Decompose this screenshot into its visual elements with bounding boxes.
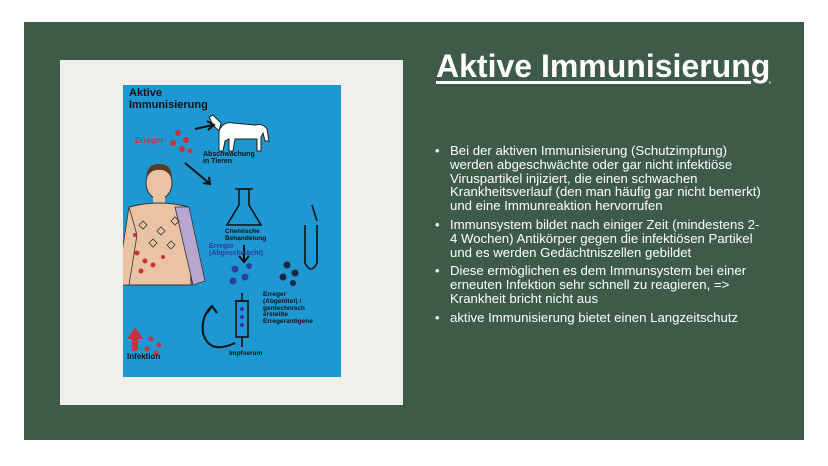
label-abgetoetet	[263, 292, 313, 326]
syringe-particles	[240, 307, 244, 327]
label-chemische-line-2: Behandelung	[225, 234, 267, 242]
syringe-icon	[235, 293, 249, 347]
red-particles	[170, 130, 193, 154]
bullet-item: • Immunsystem bildet nach einiger Zeit (mindestens 2-4 Wochen) Antikörper gegen die infektiösen Partikel und es werden Gedächtniszellen gebildet	[434, 218, 766, 259]
label-abgetoetet-line-1: Erreger	[263, 291, 287, 298]
label-impfserum: Impfserum	[229, 350, 263, 357]
figure-title-line-2: Immunisierung	[129, 98, 208, 111]
slide-title	[436, 48, 776, 85]
label-chemische-behandlung	[225, 229, 266, 243]
arrow-to-flask-icon	[185, 163, 210, 184]
arrow-to-horse-icon	[195, 121, 214, 130]
label-abgetoetet-line-5: Erregerantigene	[263, 318, 313, 326]
label-abschwaechung-line-2: in Tieren	[203, 158, 233, 166]
label-infektion: Infektion	[127, 352, 161, 361]
dark-particles	[280, 262, 299, 287]
label-abgeschwaecht	[209, 243, 263, 258]
bullet-item: • Diese ermöglichen es dem Immunsystem bei einer erneuten Infektion sehr schnell zu reagieren, => Krankheit bricht nicht aus	[434, 264, 766, 305]
label-abgetoetet-line-2: (Abgetötet) /	[263, 297, 302, 305]
slide-title-text: Aktive Immunisierung	[436, 48, 771, 84]
curved-arrow-icon	[203, 306, 235, 347]
label-abgetoetet-line-3: gentechnisch	[263, 304, 305, 312]
red-arrow-up-icon	[127, 327, 143, 351]
label-abgeschwaecht-line-1: Erreger	[209, 243, 234, 250]
flask-icon	[227, 189, 261, 225]
figure-title-line-1: Aktive	[129, 87, 163, 99]
label-chemische-line-1: Chemische	[225, 228, 260, 235]
figure-frame	[60, 60, 403, 405]
figure-title	[129, 88, 208, 111]
label-abgetoetet-line-4: erstellte	[263, 311, 288, 319]
label-erreger: Erreger	[135, 136, 164, 145]
horse-icon	[209, 115, 269, 151]
test-tube-icon	[305, 205, 317, 269]
label-abschwaechung-line-1: Abschwächung	[203, 151, 255, 158]
bullet-item: • aktive Immunisierung bietet einen Langzeitschutz	[434, 311, 766, 325]
blue-particles	[230, 263, 253, 285]
label-abgeschwaecht-line-2: (Abgeschwächt)	[209, 250, 264, 258]
person-icon	[123, 164, 205, 285]
label-abschwaechung	[203, 151, 255, 166]
immunization-figure	[123, 85, 341, 377]
slide	[24, 22, 804, 440]
bullet-item: • Bei der aktiven Immunisierung (Schutzimpfung) werden abgeschwächte oder gar nicht infektiöse Viruspartikel injiziert, die einen schwachen Krankheitsverlauf (den man häufig gar nicht bemerkt) und eine Immunreaktion hervorrufen	[434, 144, 766, 213]
bullet-list	[434, 144, 766, 330]
